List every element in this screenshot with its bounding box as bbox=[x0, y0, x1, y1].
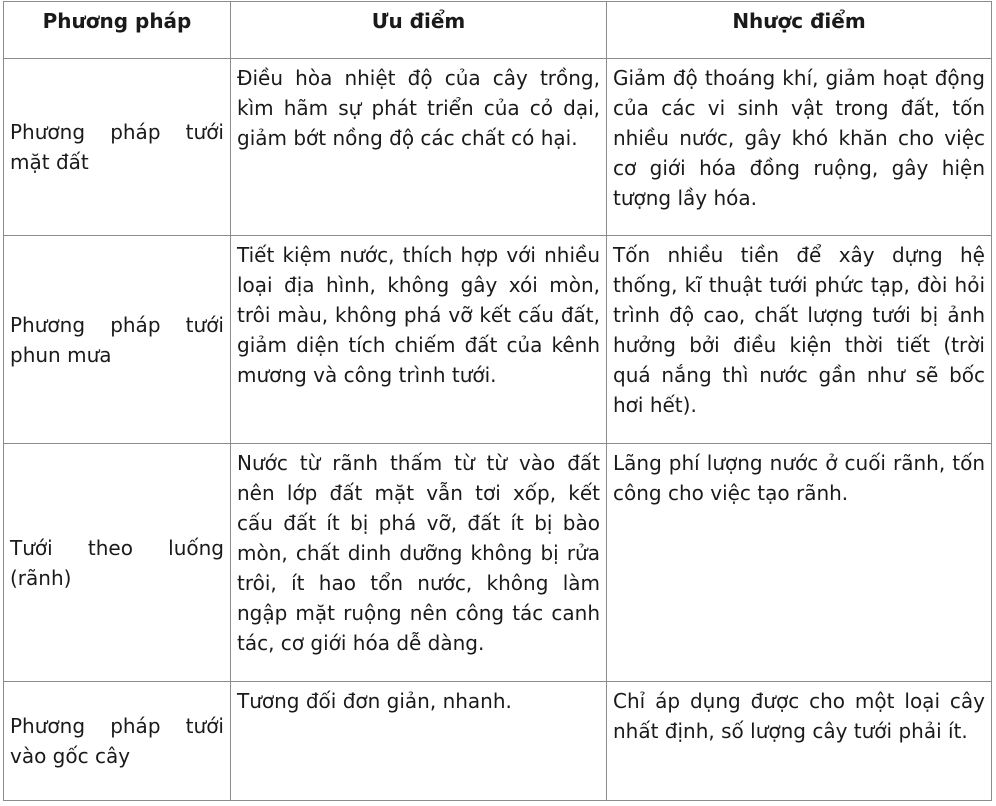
header-advantages: Ưu điểm bbox=[231, 2, 607, 59]
method-cell: Phương pháp tưới phun mưa bbox=[4, 236, 231, 444]
table-row bbox=[4, 444, 992, 682]
table-header-row bbox=[4, 2, 992, 59]
irrigation-methods-table bbox=[3, 1, 992, 801]
advantages-cell: Tương đối đơn giản, nhanh. bbox=[231, 682, 607, 801]
advantages-cell: Điều hòa nhiệt độ của cây trồng, kìm hãm sự phát triển của cỏ dại, giảm bớt nồng độ các chất có hại. bbox=[231, 59, 607, 236]
disadvantages-cell: Lãng phí lượng nước ở cuối rãnh, tốn công cho việc tạo rãnh. bbox=[607, 444, 992, 682]
advantages-cell: Nước từ rãnh thấm từ từ vào đất nên lớp đất mặt vẫn tơi xốp, kết cấu đất ít bị phá vỡ, đất ít bị bào mòn, chất dinh dưỡng không bị rửa trôi, ít hao tổn nước, không làm ngập mặt ruộng nên công tác canh tác, cơ giới hóa dễ dàng. bbox=[231, 444, 607, 682]
method-cell: Phương pháp tưới mặt đất bbox=[4, 59, 231, 236]
advantages-cell: Tiết kiệm nước, thích hợp với nhiều loại địa hình, không gây xói mòn, trôi màu, không phá vỡ kết cấu đất, giảm diện tích chiếm đất của kênh mương và công trình tưới. bbox=[231, 236, 607, 444]
disadvantages-cell: Tốn nhiều tiền để xây dựng hệ thống, kĩ thuật tưới phức tạp, đòi hỏi trình độ cao, chất lượng tưới bị ảnh hưởng bởi điều kiện thời tiết (trời quá nắng thì nước gần như sẽ bốc hơi hết). bbox=[607, 236, 992, 444]
header-disadvantages: Nhược điểm bbox=[607, 2, 992, 59]
header-method: Phương pháp bbox=[4, 2, 231, 59]
table-row bbox=[4, 682, 992, 801]
table-row bbox=[4, 236, 992, 444]
method-cell: Tưới theo luống (rãnh) bbox=[4, 444, 231, 682]
table-row bbox=[4, 59, 992, 236]
disadvantages-cell: Giảm độ thoáng khí, giảm hoạt động của các vi sinh vật trong đất, tốn nhiều nước, gây khó khăn cho việc cơ giới hóa đồng ruộng, gây hiện tượng lầy hóa. bbox=[607, 59, 992, 236]
disadvantages-cell: Chỉ áp dụng được cho một loại cây nhất định, số lượng cây tưới phải ít. bbox=[607, 682, 992, 801]
method-cell: Phương pháp tưới vào gốc cây bbox=[4, 682, 231, 801]
